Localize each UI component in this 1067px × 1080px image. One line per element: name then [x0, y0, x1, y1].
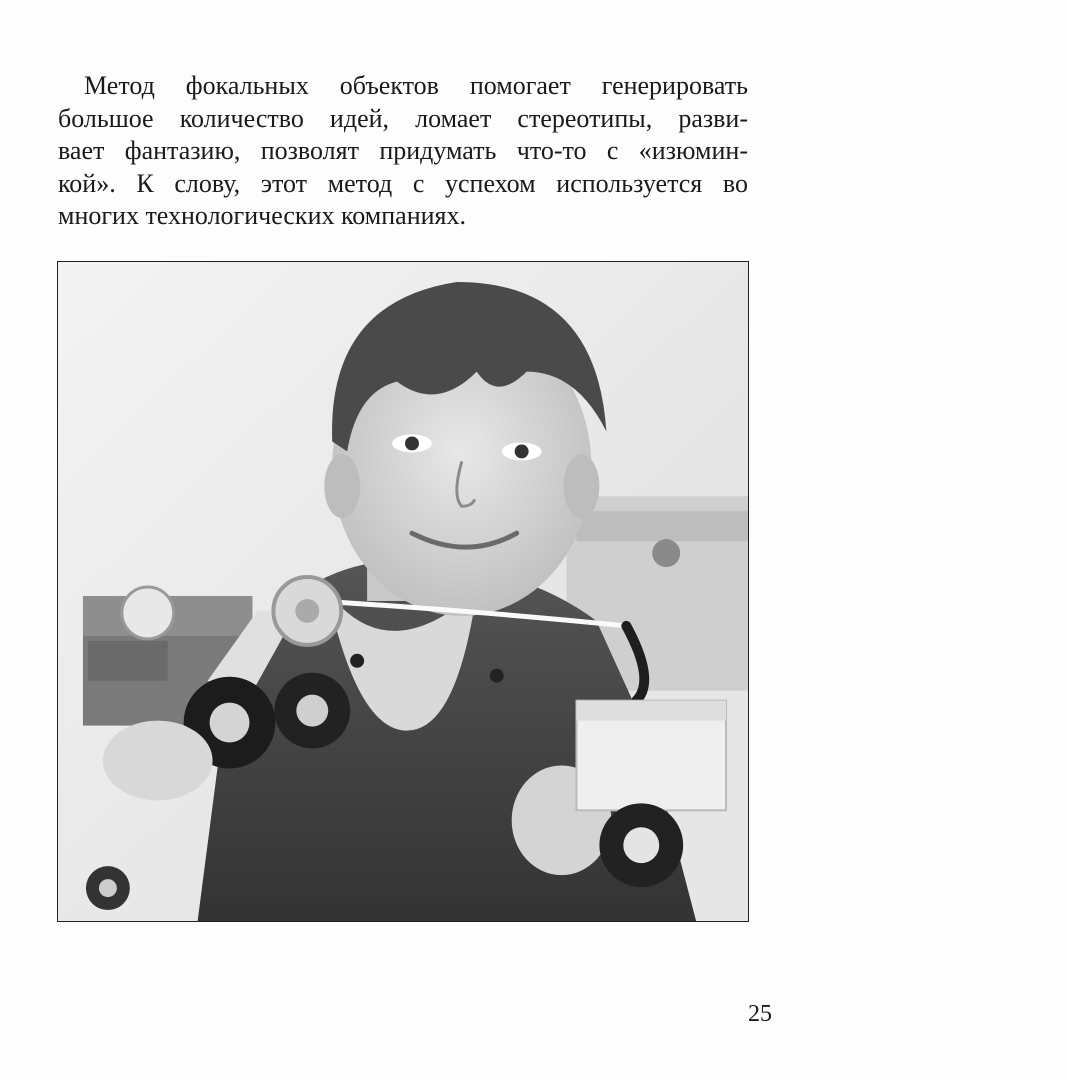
paragraph-line: Метод фокальных объектов помогает генерировать: [84, 71, 748, 100]
left-hand: [103, 721, 213, 801]
child-with-toy-crane-photo: [57, 261, 749, 922]
paragraph-line: вает фантазию, позволят придумать что-то с «изюмин-: [58, 136, 748, 165]
body-paragraph: [58, 70, 748, 233]
paragraph-line: многих технологических компаниях.: [58, 201, 466, 230]
page-number: 25: [748, 1001, 772, 1027]
paragraph-line: кой». К слову, этот метод с успехом используется во: [58, 168, 748, 198]
photo-illustration: [58, 262, 748, 921]
paragraph-line: большое количество идей, ломает стереотипы, разви-: [58, 103, 748, 133]
